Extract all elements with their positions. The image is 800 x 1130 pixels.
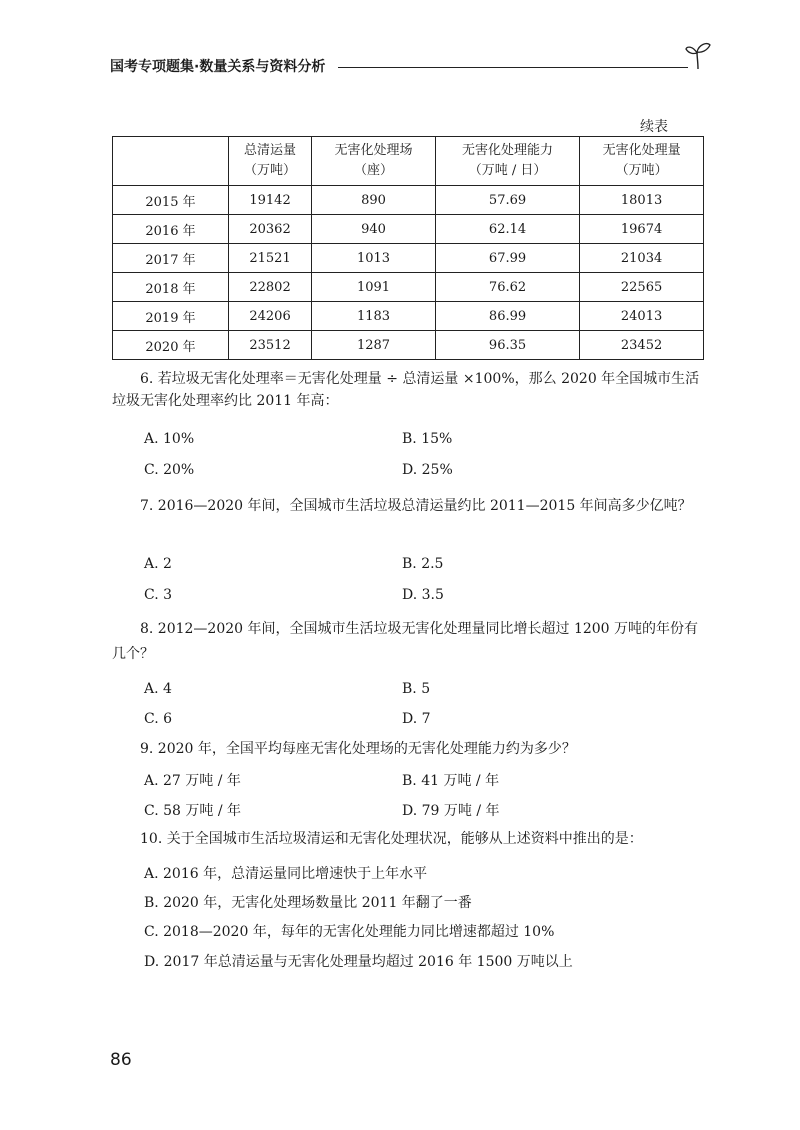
row-year: 2017 年 [113,244,229,273]
table-header-cell: 无害化处理能力 （万吨 / 日） [435,137,579,186]
table-cell: 24206 [229,302,312,331]
question-9-text: 9. 2020 年，全国平均每座无害化处理场的无害化处理能力约为多少？ [140,741,576,757]
question-10-option-b: B. 2020 年，无害化处理场数量比 2011 年翻了一番 [144,895,472,911]
table-row [113,215,704,244]
table-header-cell: 无害化处理场 （座） [312,137,436,186]
table-cell: 21521 [229,244,312,273]
table-row [113,186,704,215]
table-cell: 76.62 [435,273,579,302]
question-8-option-a: A. 4 [144,681,172,697]
table-cell: 18013 [580,186,704,215]
data-table [112,136,704,360]
question-9-option-a: A. 27 万吨 / 年 [144,773,241,789]
row-year: 2018 年 [113,273,229,302]
row-year: 2019 年 [113,302,229,331]
table-cell: 57.69 [435,186,579,215]
question-10-option-d: D. 2017 年总清运量与无害化处理量均超过 2016 年 1500 万吨以上 [144,954,573,970]
table-row [113,302,704,331]
table-row [113,244,704,273]
question-9-option-d: D. 79 万吨 / 年 [402,803,500,819]
table-cell: 22565 [580,273,704,302]
question-8-option-b: B. 5 [402,681,431,697]
table-header-row [113,137,704,186]
table-cell: 21034 [580,244,704,273]
table-cell: 62.14 [435,215,579,244]
table-header-corner [113,137,229,186]
table-header-cell: 无害化处理量 （万吨） [580,137,704,186]
table-cell: 22802 [229,273,312,302]
table-row [113,273,704,302]
question-7-option-b: B. 2.5 [402,556,444,572]
table-cell: 1091 [312,273,436,302]
question-8-text: 8. 2012—2020 年间，全国城市生活垃圾无害化处理量同比增长超过 1200 万吨的年份有几个？ [112,621,699,662]
table-header-cell: 总清运量 （万吨） [229,137,312,186]
page-header [110,54,710,80]
table-cell: 1013 [312,244,436,273]
table-cell: 67.99 [435,244,579,273]
row-year: 2015 年 [113,186,229,215]
question-6-option-b: B. 15% [402,431,453,447]
table-cell: 890 [312,186,436,215]
question-6-option-d: D. 25% [402,462,453,478]
table-cell: 19142 [229,186,312,215]
question-7-option-c: C. 3 [144,587,173,603]
table-cell: 1183 [312,302,436,331]
table-cell: 96.35 [435,331,579,360]
table-cell: 23512 [229,331,312,360]
page-number: 86 [110,1050,132,1070]
table-cell: 20362 [229,215,312,244]
table-cell: 19674 [580,215,704,244]
table-cell: 23452 [580,331,704,360]
question-7-text: 7. 2016—2020 年间，全国城市生活垃圾总清运量约比 2011—2015 年间高多少亿吨？ [140,498,692,514]
question-7-option-a: A. 2 [144,556,172,572]
question-6-text: 6. 若垃圾无害化处理率＝无害化处理量 ÷ 总清运量 ×100%，那么 2020 年全国城市生活垃圾无害化处理率约比 2011 年高： [112,371,700,409]
question-8-option-d: D. 7 [402,711,431,727]
question-6-option-a: A. 10% [144,431,195,447]
row-year: 2020 年 [113,331,229,360]
question-9-option-b: B. 41 万吨 / 年 [402,773,500,789]
question-10-option-c: C. 2018—2020 年，每年的无害化处理能力同比增速都超过 10% [144,924,555,940]
question-10-text: 10. 关于全国城市生活垃圾清运和无害化处理状况，能够从上述资料中推出的是： [140,831,643,847]
question-8-option-c: C. 6 [144,711,173,727]
question-6-option-c: C. 20% [144,462,195,478]
question-9-option-c: C. 58 万吨 / 年 [144,803,241,819]
table-cell: 940 [312,215,436,244]
table-continued-label: 续表 [640,119,668,135]
question-10-option-a: A. 2016 年，总清运量同比增速快于上年水平 [144,866,428,882]
table-cell: 24013 [580,302,704,331]
table-cell: 1287 [312,331,436,360]
sprout-icon [684,40,712,70]
question-7-option-d: D. 3.5 [402,587,444,603]
row-year: 2016 年 [113,215,229,244]
header-title: 国考专项题集·数量关系与资料分析 [110,59,326,75]
table-row [113,331,704,360]
header-rule [338,67,688,68]
table-cell: 86.99 [435,302,579,331]
